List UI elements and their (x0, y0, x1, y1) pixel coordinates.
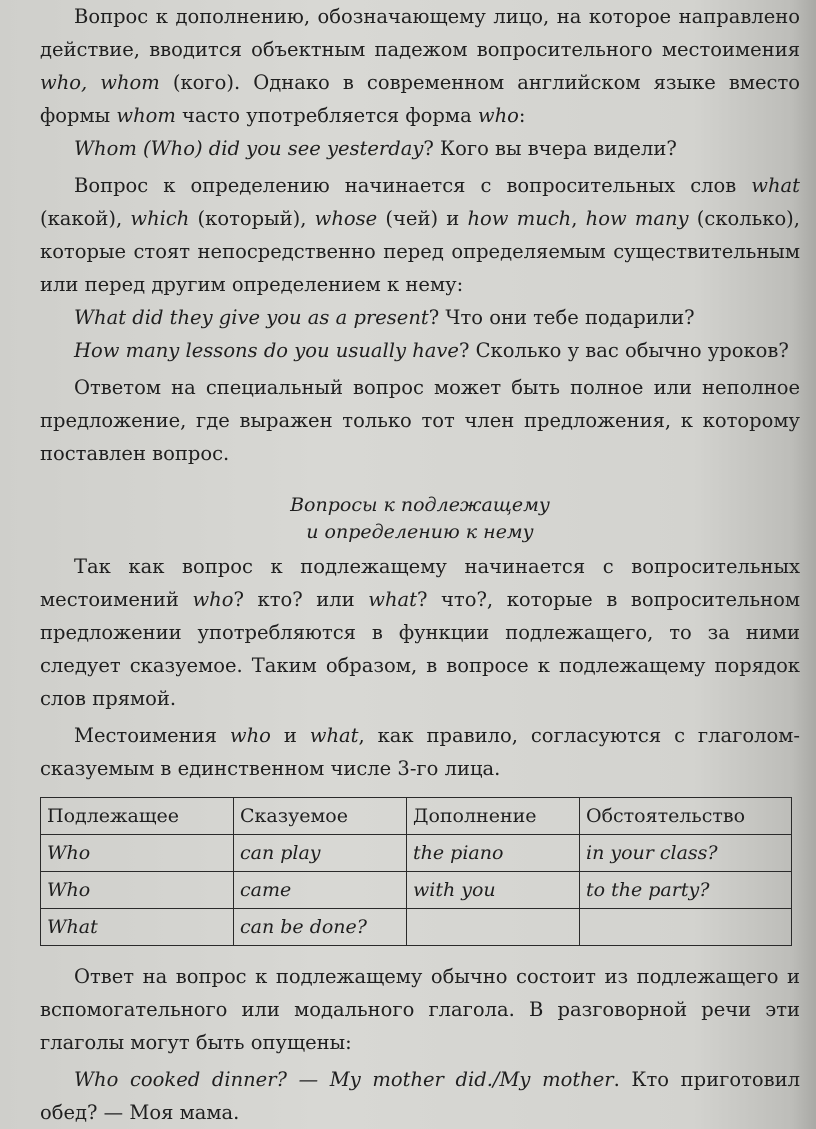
paragraph-attribute-question: Вопрос к определению начинается с вопросительных слов what (какой), which (который), whose (чей) и how much, how many (сколько), которые стоят непосредственно перед определяемым существительным или перед другим определением к нему: (40, 174, 800, 296)
example-present: What did they give you as a present? Что они тебе подарили? (74, 306, 695, 329)
example-whom: Whom (Who) did you see yesterday? Кого вы вчера видели? (74, 137, 677, 160)
paragraph-short-answer: Ответ на вопрос к подлежащему обычно состоит из подлежащего и вспомогательного или модального глагола. В разговорной речи эти глаголы могут быть опущены: (40, 965, 800, 1054)
table-header-row (41, 798, 792, 835)
column-header: Подлежащее (41, 798, 234, 835)
table-row (41, 872, 792, 909)
paragraph-object-question: Вопрос к дополнению, обозначающему лицо, на которое направлено действие, вводится объектным падежом вопросительного местоимения who, whom (кого). Однако в современном английском языке вместо формы whom часто употребляется форма who: (40, 5, 800, 127)
textbook-page (40, 0, 800, 1129)
example-dinner: Who cooked dinner? — My mother did./My mother. Кто приготовил обед? — Моя мама. (40, 1068, 800, 1124)
sentence-structure-table (40, 797, 792, 946)
table-cell: Who (41, 835, 234, 872)
table-cell: can play (234, 835, 407, 872)
table-row (41, 835, 792, 872)
table-cell: can be done? (234, 909, 407, 946)
table-cell (580, 909, 792, 946)
paragraph-subject-question: Так как вопрос к подлежащему начинается с вопросительных местоимений who? кто? или what? что?, которые в вопросительном предложении употребляются в функции подлежащего, то за ними следует сказуемое. Таким образом, в вопросе к подлежащему порядок слов прямой. (40, 555, 800, 710)
paragraph-answer: Ответом на специальный вопрос может быть полное или неполное предложение, где выражен только тот член предложения, к которому поставлен вопрос. (40, 376, 800, 465)
section-heading: Вопросы к подлежащему и определению к нему (290, 494, 550, 543)
table-row (41, 909, 792, 946)
example-lessons: How many lessons do you usually have? Сколько у вас обычно уроков? (74, 339, 789, 362)
column-header: Сказуемое (234, 798, 407, 835)
table-cell (407, 909, 580, 946)
table-cell: to the party? (580, 872, 792, 909)
table-cell: in your class? (580, 835, 792, 872)
table-cell: Who (41, 872, 234, 909)
table-cell: the piano (407, 835, 580, 872)
table-cell: What (41, 909, 234, 946)
paragraph-agreement: Местоимения who и what, как правило, согласуются с глаголом-сказуемым в единственном числе 3-го лица. (40, 724, 800, 780)
table-cell: with you (407, 872, 580, 909)
column-header: Дополнение (407, 798, 580, 835)
column-header: Обстоятельство (580, 798, 792, 835)
table-cell: came (234, 872, 407, 909)
